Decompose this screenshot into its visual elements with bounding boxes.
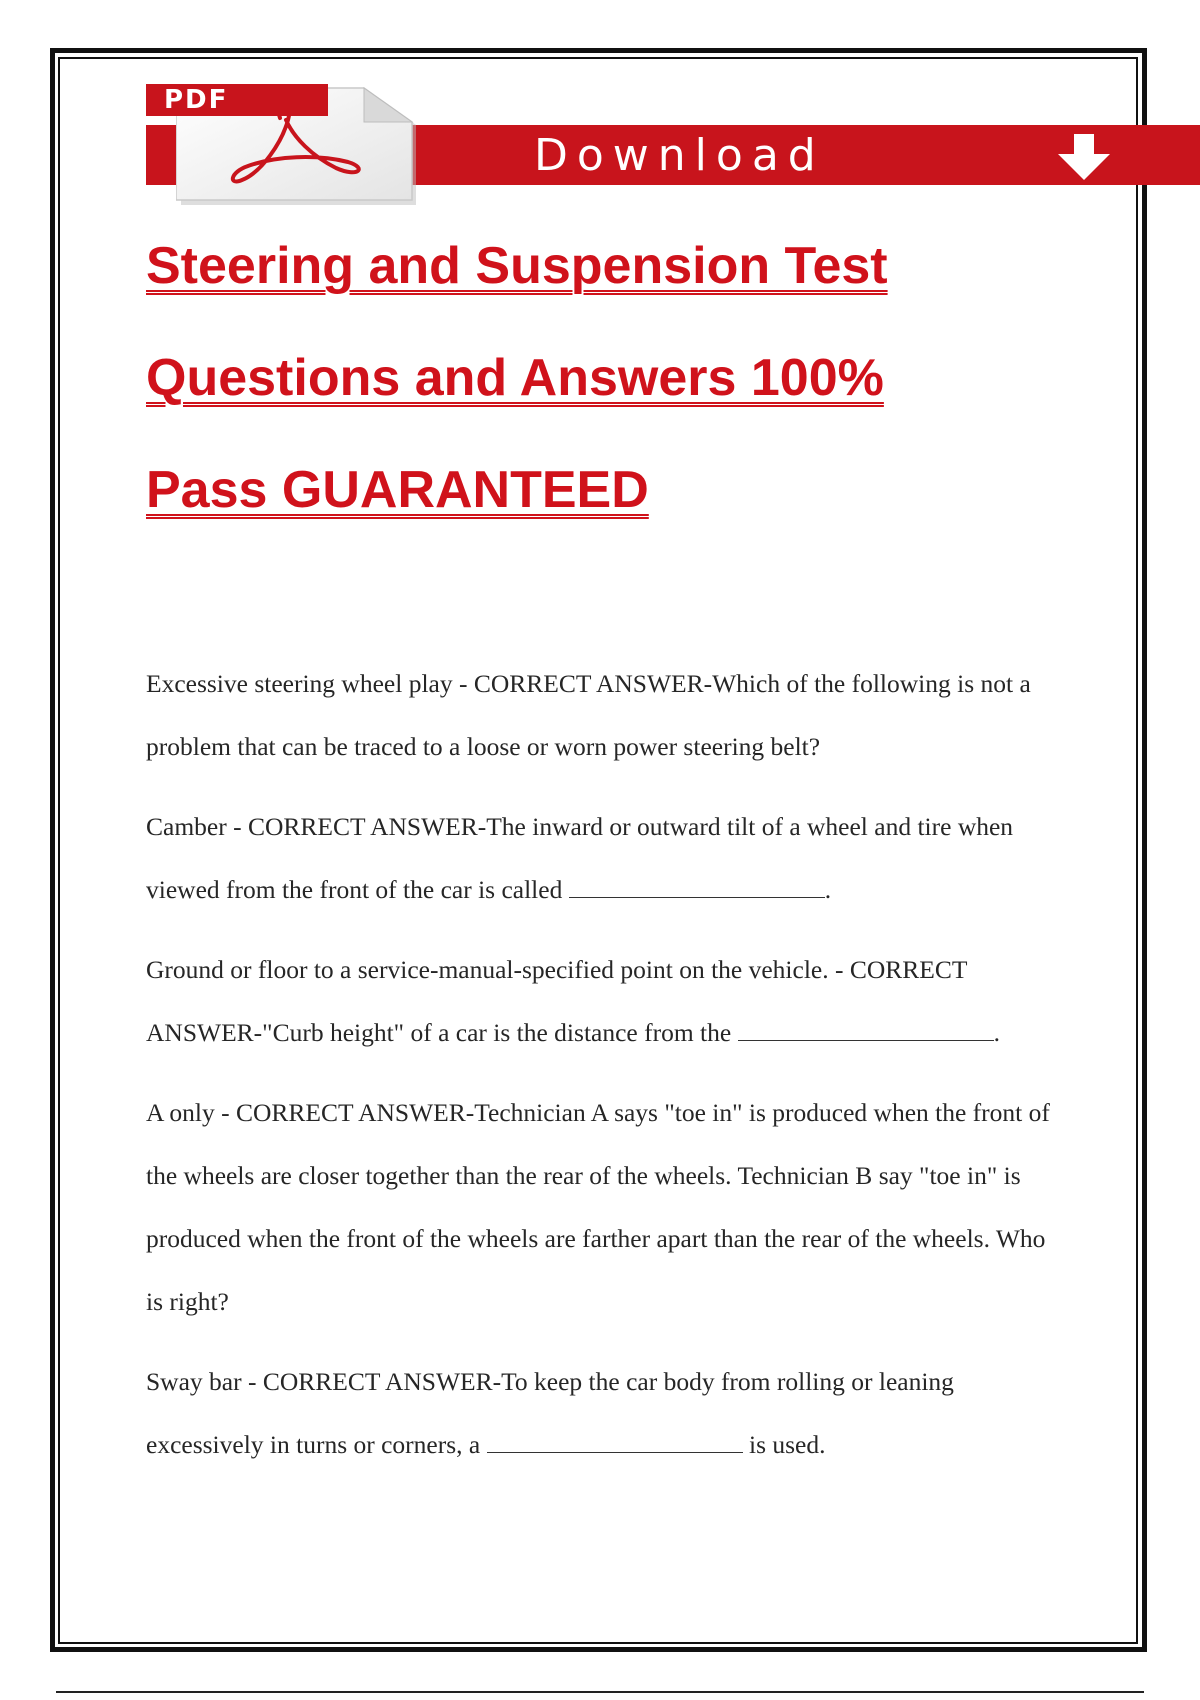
- qa-item: Ground or floor to a service-manual-specified point on the vehicle. - CORRECT ANSWER-"Curb height" of a car is the distance from the .: [146, 955, 1000, 1047]
- pdf-label: PDF: [146, 84, 328, 116]
- download-label[interactable]: Download: [534, 130, 825, 181]
- title-line: Questions and Answers 100%: [146, 349, 884, 407]
- answer-blank: [487, 1432, 743, 1453]
- answer-blank: [569, 877, 825, 898]
- document-title: [146, 238, 1046, 574]
- download-arrow-icon[interactable]: [1056, 132, 1112, 182]
- title-line: Steering and Suspension Test: [146, 237, 888, 295]
- answer-blank: [738, 1020, 994, 1041]
- title-line: Pass GUARANTEED: [146, 461, 649, 519]
- qa-list: [146, 652, 1066, 1493]
- pdf-download-banner[interactable]: [146, 80, 1200, 205]
- qa-item: A only - CORRECT ANSWER-Technician A says "toe in" is produced when the front of the wheels are closer together than the rear of the wheels. Technician B say "toe in" is produced when the front of the wheels are farther apart than the rear of the wheels. Who is right?: [146, 1098, 1050, 1316]
- qa-item: Excessive steering wheel play - CORRECT ANSWER-Which of the following is not a problem that can be traced to a loose or worn power steering belt?: [146, 669, 1031, 761]
- page-bottom-rule: [56, 1691, 1144, 1693]
- qa-item: Camber - CORRECT ANSWER-The inward or outward tilt of a wheel and tire when viewed from the front of the car is called .: [146, 812, 1014, 904]
- qa-item: Sway bar - CORRECT ANSWER-To keep the car body from rolling or leaning excessively in turns or corners, a is used.: [146, 1367, 954, 1459]
